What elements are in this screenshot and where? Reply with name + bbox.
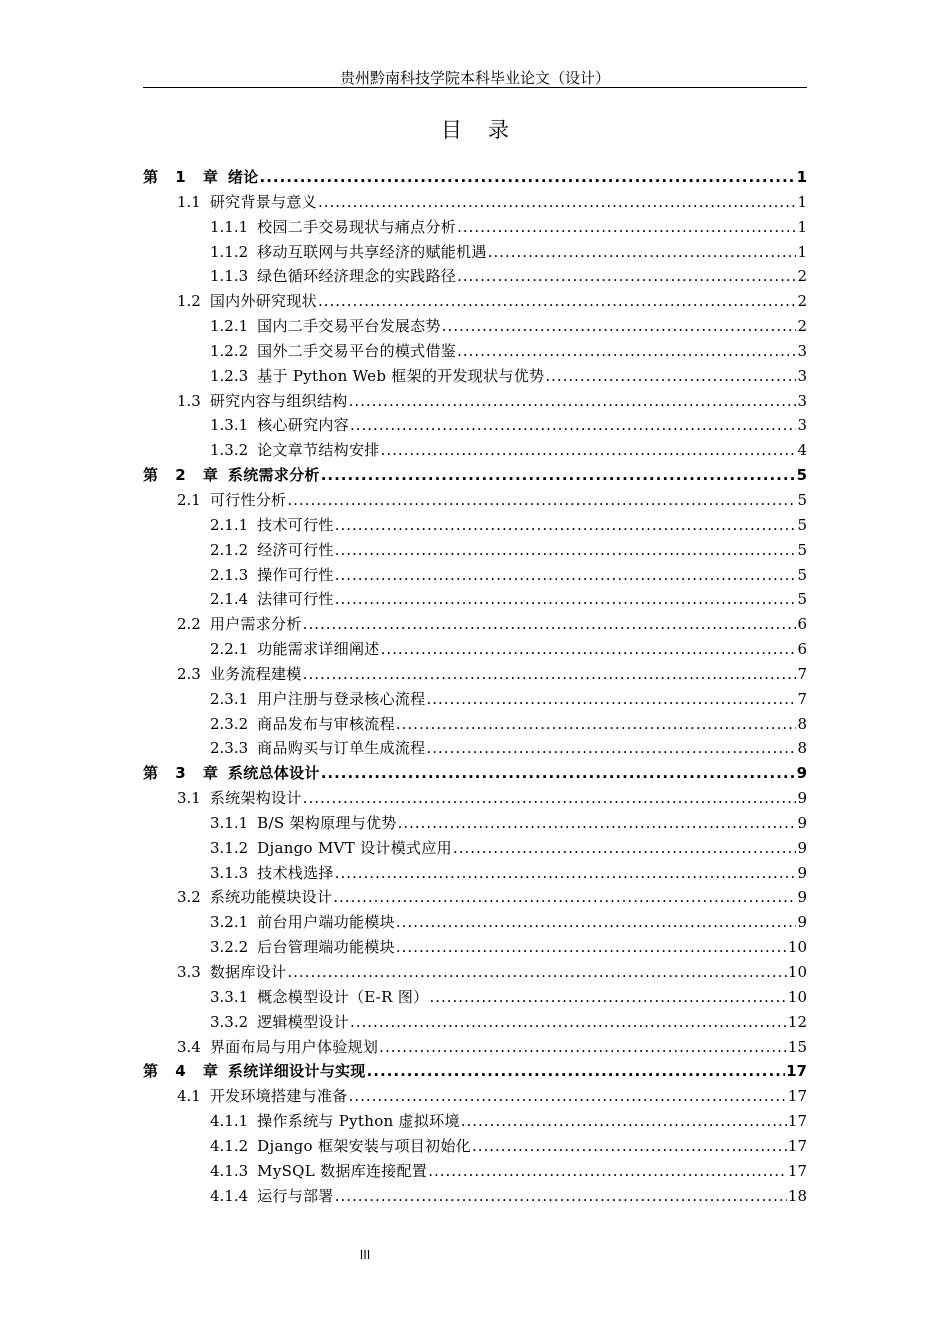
- toc-entry-number: 第 4 章: [143, 1062, 224, 1081]
- toc-entry-number: 1.2.3: [210, 366, 249, 385]
- toc-entry[interactable]: [143, 588, 807, 613]
- toc-entry-title: 移动互联网与共享经济的赋能机遇: [257, 242, 487, 261]
- toc-entry-number: 3.2.2: [210, 938, 249, 957]
- toc-entry-title: 系统架构设计: [209, 789, 302, 808]
- toc-entry-title: 系统总体设计: [227, 764, 320, 783]
- toc-entry-page: 9: [797, 838, 807, 857]
- toc-entry[interactable]: [143, 1110, 807, 1135]
- toc-dot-leader: [457, 342, 796, 360]
- toc-entry-page: 6: [797, 615, 807, 634]
- toc-entry-title: 操作系统与 Python 虚拟环境: [257, 1112, 460, 1131]
- toc-entry-page: 9: [796, 764, 807, 783]
- toc-entry-title: 可行性分析: [209, 490, 287, 509]
- toc-entry-page: 17: [787, 1161, 807, 1180]
- toc-entry-page: 2: [797, 267, 807, 286]
- toc-entry-number: 1.3.1: [210, 416, 249, 435]
- toc-entry[interactable]: [143, 439, 807, 464]
- toc-dot-leader: [488, 243, 797, 261]
- toc-entry[interactable]: [143, 787, 807, 812]
- toc-entry-number: 1.2.2: [210, 341, 249, 360]
- toc-dot-leader: [457, 267, 796, 285]
- toc-dot-leader: [426, 690, 796, 708]
- toc-entry-title: Django MVT 设计模式应用: [257, 838, 452, 857]
- toc-entry-number: 4.1.2: [210, 1136, 249, 1155]
- toc-entry-page: 2: [797, 317, 807, 336]
- toc-dot-leader: [379, 1038, 787, 1056]
- toc-entry-title: 核心研究内容: [257, 416, 349, 435]
- toc-entry-number: 1.1.1: [210, 217, 249, 236]
- toc-entry-page: 1: [797, 217, 807, 236]
- toc-entry-page: 6: [797, 640, 807, 659]
- toc-entry-number: 3.1.3: [210, 863, 249, 882]
- toc-entry-title: 开发环境搭建与准备: [209, 1087, 348, 1106]
- toc-entry-page: 9: [797, 863, 807, 882]
- toc-entry[interactable]: [143, 762, 807, 787]
- toc-dot-leader: [428, 1162, 787, 1180]
- toc-entry-number: 2.1.4: [210, 590, 249, 609]
- toc-entry-number: 3.4: [177, 1037, 201, 1056]
- toc-entry-page: 7: [797, 664, 807, 683]
- toc-entry-number: 1.3: [177, 391, 201, 410]
- toc-entry[interactable]: [143, 514, 807, 539]
- toc-entry[interactable]: [143, 663, 807, 688]
- toc-entry-title: 界面布局与用户体验规划: [209, 1037, 379, 1056]
- toc-entry-title: 国外二手交易平台的模式借鉴: [257, 341, 457, 360]
- toc-entry-title: 国内二手交易平台发展态势: [257, 317, 441, 336]
- toc-entry-page: 9: [797, 888, 807, 907]
- toc-entry-number: 第 1 章: [143, 168, 224, 186]
- toc-entry-title: Django 框架安装与项目初始化: [257, 1136, 471, 1155]
- toc-entry-page: 17: [787, 1112, 807, 1131]
- toc-entry-page: 5: [796, 466, 807, 485]
- toc-entry-title: 国内外研究现状: [209, 292, 317, 311]
- toc-dot-leader: [426, 739, 796, 757]
- toc-dot-leader: [260, 168, 796, 186]
- toc-entry-title: 逻辑模型设计: [257, 1012, 349, 1031]
- toc-dot-leader: [303, 615, 797, 633]
- toc-entry-title: 系统详细设计与实现: [227, 1062, 366, 1081]
- toc-entry[interactable]: [143, 837, 807, 862]
- toc-entry-page: 9: [797, 913, 807, 932]
- toc-entry-number: 2.3: [177, 664, 201, 683]
- toc-dot-leader: [472, 1137, 787, 1155]
- toc-dot-leader: [453, 839, 797, 857]
- toc-entry[interactable]: [143, 315, 807, 340]
- toc-entry[interactable]: [143, 737, 807, 762]
- toc-entry-page: 5: [797, 590, 807, 609]
- toc-entry-title: 运行与部署: [257, 1186, 334, 1205]
- toc-dot-leader: [318, 193, 796, 211]
- toc-entry-number: 2.3.3: [210, 739, 249, 758]
- toc-entry-number: 1.3.2: [210, 441, 249, 460]
- toc-entry-page: 7: [797, 689, 807, 708]
- table-of-contents: [143, 166, 807, 1209]
- toc-entry-title: 校园二手交易现状与痛点分析: [257, 217, 457, 236]
- toc-entry-number: 1.1.2: [210, 242, 249, 261]
- toc-entry-title: MySQL 数据库连接配置: [257, 1161, 428, 1180]
- toc-dot-leader: [442, 317, 797, 335]
- toc-entry[interactable]: [143, 1085, 807, 1110]
- toc-dot-leader: [349, 392, 797, 410]
- toc-entry[interactable]: [143, 564, 807, 589]
- toc-entry[interactable]: [143, 986, 807, 1011]
- toc-dot-leader: [333, 888, 796, 906]
- toc-dot-leader: [335, 516, 797, 534]
- toc-entry-title: 前台用户端功能模块: [257, 913, 395, 932]
- toc-title: 目录: [441, 118, 535, 142]
- toc-entry-number: 第 2 章: [143, 466, 224, 485]
- toc-entry-page: 3: [797, 391, 807, 410]
- header-rule: [143, 87, 807, 88]
- toc-entry-title: 研究背景与意义: [209, 192, 317, 211]
- toc-entry-title: 后台管理端功能模块: [257, 938, 395, 957]
- toc-entry-title: 概念模型设计（E-R 图）: [257, 987, 429, 1006]
- toc-entry-title: 用户注册与登录核心流程: [257, 689, 426, 708]
- toc-dot-leader: [429, 988, 786, 1006]
- toc-entry-number: 2.2.1: [210, 640, 249, 659]
- toc-entry[interactable]: [143, 886, 807, 911]
- toc-entry[interactable]: [143, 241, 807, 266]
- toc-entry-title: 技术可行性: [257, 515, 334, 534]
- toc-entry[interactable]: [143, 1011, 807, 1036]
- toc-entry-title: 技术栈选择: [257, 863, 334, 882]
- toc-entry-number: 3.2: [177, 888, 201, 907]
- toc-entry-page: 3: [797, 341, 807, 360]
- toc-entry-number: 3.1.2: [210, 838, 249, 857]
- toc-entry[interactable]: [143, 911, 807, 936]
- toc-entry-page: 5: [797, 540, 807, 559]
- toc-entry[interactable]: [143, 613, 807, 638]
- toc-dot-leader: [335, 566, 797, 584]
- toc-entry[interactable]: [143, 191, 807, 216]
- toc-entry-page: 5: [797, 515, 807, 534]
- toc-entry-number: 第 3 章: [143, 764, 224, 783]
- toc-entry[interactable]: [143, 1135, 807, 1160]
- toc-entry-number: 3.3: [177, 963, 201, 981]
- toc-entry-page: 17: [787, 1136, 807, 1155]
- toc-entry-title: 研究内容与组织结构: [209, 391, 348, 410]
- toc-dot-leader: [396, 715, 797, 733]
- toc-entry-page: 12: [787, 1012, 807, 1031]
- toc-dot-leader: [321, 466, 796, 484]
- toc-entry-title: 功能需求详细阐述: [257, 640, 380, 659]
- toc-entry[interactable]: [143, 265, 807, 290]
- toc-entry-page: 10: [787, 987, 807, 1006]
- toc-entry-number: 1.1: [177, 192, 201, 211]
- toc-entry[interactable]: [143, 290, 807, 315]
- toc-dot-leader: [335, 1187, 787, 1205]
- toc-entry[interactable]: [143, 414, 807, 439]
- toc-entry[interactable]: [143, 961, 807, 986]
- toc-entry[interactable]: [143, 1185, 807, 1210]
- toc-entry-title: 绪论: [227, 168, 259, 186]
- toc-entry[interactable]: [143, 489, 807, 514]
- toc-entry-title: 系统需求分析: [227, 466, 320, 485]
- toc-entry-page: 1: [797, 192, 807, 211]
- toc-entry[interactable]: [143, 464, 807, 489]
- page-number: III: [359, 1248, 371, 1262]
- toc-dot-leader: [350, 1013, 787, 1031]
- toc-entry-page: 10: [787, 963, 807, 981]
- toc-dot-leader: [318, 292, 796, 310]
- toc-dot-leader: [367, 1062, 786, 1080]
- toc-entry-number: 2.3.2: [210, 714, 249, 733]
- toc-entry-page: 2: [797, 292, 807, 311]
- toc-entry[interactable]: [143, 638, 807, 663]
- toc-entry[interactable]: [143, 713, 807, 738]
- toc-entry[interactable]: [143, 340, 807, 365]
- toc-entry-title: 论文章节结构安排: [257, 441, 380, 460]
- toc-entry[interactable]: [143, 936, 807, 961]
- toc-entry-number: 2.1.2: [210, 540, 249, 559]
- toc-entry[interactable]: [143, 688, 807, 713]
- toc-entry-page: 10: [787, 938, 807, 957]
- toc-entry-number: 2.1.3: [210, 565, 249, 584]
- toc-entry-page: 9: [797, 813, 807, 832]
- toc-dot-leader: [381, 640, 797, 658]
- toc-entry-title: 绿色循环经济理念的实践路径: [257, 267, 457, 286]
- toc-entry-page: 1: [797, 242, 807, 261]
- toc-entry-number: 3.2.1: [210, 913, 249, 932]
- toc-dot-leader: [287, 491, 796, 509]
- toc-entry-page: 5: [797, 490, 807, 509]
- toc-entry-title: 商品发布与审核流程: [257, 714, 395, 733]
- toc-dot-leader: [396, 938, 787, 956]
- toc-entry-number: 1.1.3: [210, 267, 249, 286]
- toc-entry[interactable]: [143, 390, 807, 415]
- toc-entry-title: 商品购买与订单生成流程: [257, 739, 426, 758]
- toc-entry-number: 4.1: [177, 1087, 201, 1106]
- toc-entry-title: 用户需求分析: [209, 615, 302, 634]
- toc-entry-page: 15: [787, 1037, 807, 1056]
- toc-dot-leader: [398, 814, 797, 832]
- toc-entry-number: 2.2: [177, 615, 201, 634]
- toc-entry-title: B/S 架构原理与优势: [257, 813, 397, 832]
- toc-entry[interactable]: [143, 539, 807, 564]
- toc-entry-page: 3: [797, 416, 807, 435]
- toc-entry[interactable]: [143, 1036, 807, 1061]
- toc-entry[interactable]: [143, 166, 807, 191]
- toc-entry-number: 3.3.1: [210, 987, 249, 1006]
- toc-entry-title: 法律可行性: [257, 590, 334, 609]
- toc-entry-number: 4.1.3: [210, 1161, 249, 1180]
- toc-entry-title: 数据库设计: [209, 963, 287, 981]
- toc-entry-page: 8: [797, 714, 807, 733]
- toc-entry-page: 18: [787, 1186, 807, 1205]
- toc-entry[interactable]: [143, 365, 807, 390]
- toc-dot-leader: [321, 764, 796, 782]
- toc-dot-leader: [335, 590, 797, 608]
- toc-entry-page: 17: [787, 1087, 807, 1106]
- toc-entry[interactable]: [143, 1160, 807, 1185]
- toc-entry-page: 1: [796, 168, 807, 186]
- toc-entry-title: 基于 Python Web 框架的开发现状与优势: [257, 366, 545, 385]
- toc-entry-number: 2.1: [177, 490, 201, 509]
- toc-entry[interactable]: [143, 812, 807, 837]
- toc-dot-leader: [396, 913, 797, 931]
- toc-entry-title: 经济可行性: [257, 540, 334, 559]
- toc-entry-number: 3.1.1: [210, 813, 249, 832]
- toc-entry-number: 2.3.1: [210, 689, 249, 708]
- toc-entry-number: 4.1.1: [210, 1112, 249, 1131]
- toc-entry-number: 3.1: [177, 789, 201, 808]
- toc-dot-leader: [335, 864, 797, 882]
- toc-entry-number: 1.2.1: [210, 317, 249, 336]
- toc-entry-page: 9: [797, 789, 807, 808]
- toc-entry-page: 8: [797, 739, 807, 758]
- toc-entry-page: 3: [797, 366, 807, 385]
- toc-dot-leader: [335, 541, 797, 559]
- toc-entry-number: 1.2: [177, 292, 201, 311]
- toc-entry-number: 3.3.2: [210, 1012, 249, 1031]
- toc-entry[interactable]: [143, 862, 807, 887]
- toc-dot-leader: [303, 789, 797, 807]
- toc-entry-page: 17: [786, 1062, 807, 1081]
- toc-entry-title: 业务流程建模: [209, 664, 302, 683]
- toc-dot-leader: [545, 367, 796, 385]
- toc-entry-number: 4.1.4: [210, 1186, 249, 1205]
- toc-dot-leader: [381, 441, 797, 459]
- toc-entry-page: 5: [797, 565, 807, 584]
- toc-entry-number: 2.1.1: [210, 515, 249, 534]
- toc-entry[interactable]: [143, 1060, 807, 1085]
- toc-entry-title: 系统功能模块设计: [209, 888, 333, 907]
- toc-dot-leader: [350, 416, 796, 434]
- toc-dot-leader: [303, 665, 797, 683]
- running-header: 贵州黔南科技学院本科毕业论文（设计）: [339, 69, 610, 87]
- toc-entry[interactable]: [143, 216, 807, 241]
- toc-entry-title: 操作可行性: [257, 565, 334, 584]
- toc-entry-page: 4: [797, 441, 807, 460]
- toc-dot-leader: [349, 1087, 787, 1105]
- toc-dot-leader: [461, 1112, 787, 1130]
- toc-dot-leader: [287, 963, 787, 981]
- toc-dot-leader: [457, 218, 796, 236]
